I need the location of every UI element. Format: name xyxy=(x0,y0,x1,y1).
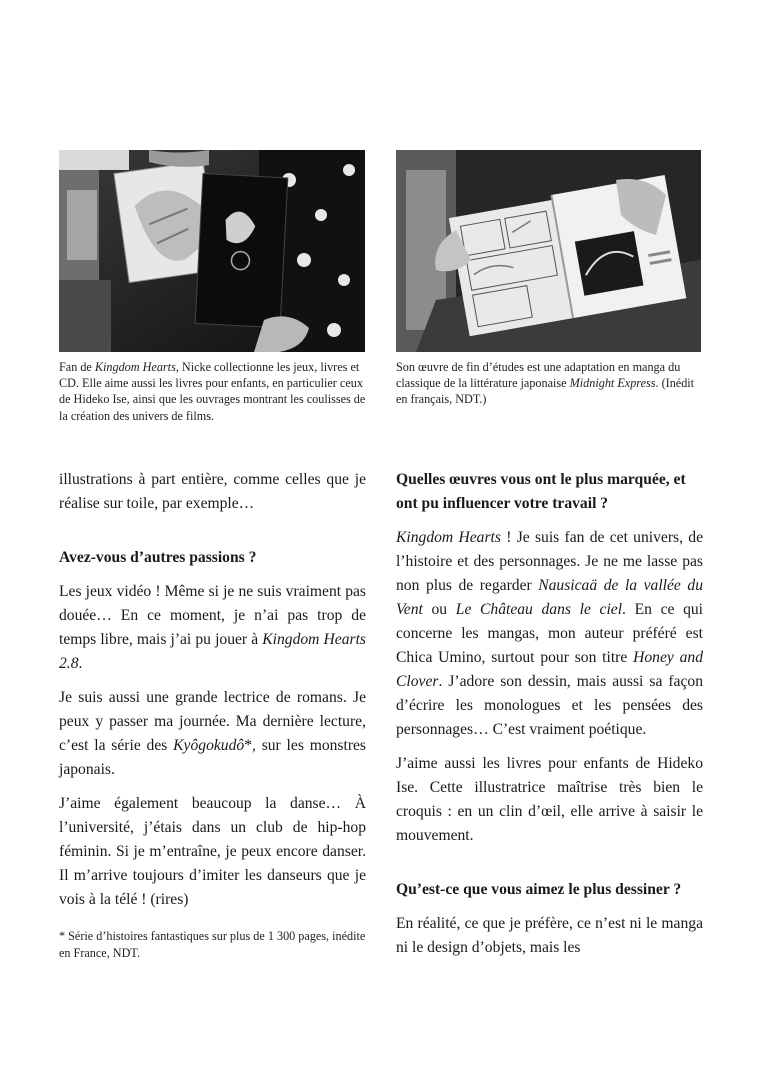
answer-paragraph: Kingdom Hearts ! Je suis fan de cet univers, de l’histoire et des personnages. Je ne me lasse pas non plus de regarder Nausicaä de la vallée du Vent ou Le Château dans le ciel. En ce qui concerne les mangas, mon auteur préféré est Chica Umino, surtout pour son titre Honey and Clover. J’adore son dessin, mais aussi sa façon d’écrire les monologues et les pensées des personnages… C’est vraiment poétique. xyxy=(396,529,704,738)
right-text-column xyxy=(396,468,703,970)
question-heading-drawing: Qu’est-ce que vous aimez le plus dessiner ? xyxy=(396,881,682,898)
photo-caption-right: Son œuvre de fin d’études est une adaptation en manga du classique de la littérature japonaise Midnight Express. (Inédit en français, NDT.) xyxy=(396,360,695,407)
manga-book-photo xyxy=(396,150,701,352)
answer-paragraph: J’aime également beaucoup la danse… À l’université, j’étais dans un club de hip-hop féminin. Si je m’entraîne, je peux encore danser. Il m’arrive toujours d’imiter les danseurs que je vois à la télé ! (rires) xyxy=(59,795,366,908)
answer-paragraph: J’aime aussi les livres pour enfants de Hideko Ise. Cette illustratrice maîtrise très bien le croquis : en un clin d’œil, elle arrive à saisir le mouvement. xyxy=(396,755,703,844)
answer-paragraph: Les jeux vidéo ! Même si je ne suis vraiment pas douée… En ce moment, je n’ai pas trop de temps libre, mais j’ai pu jouer à Kingdom Hearts 2.8. xyxy=(59,583,366,672)
collection-photo xyxy=(59,150,365,352)
collection-photo-icon xyxy=(59,150,365,352)
left-text-column xyxy=(59,468,366,961)
manga-book-photo-icon xyxy=(396,150,701,352)
photo-caption-left: Fan de Kingdom Hearts, Nicke collectionne les jeux, livres et CD. Elle aime aussi les livres pour enfants, en particulier ceux de Hideko Ise, ainsi que les ouvrages montrant les coulisses de la création des univers de films. xyxy=(59,360,366,423)
question-heading-passions: Avez-vous d’autres passions ? xyxy=(59,549,257,566)
answer-paragraph: Je suis aussi une grande lectrice de romans. Je peux y passer ma journée. Ma dernière lecture, c’est la série des Kyôgokudô*, sur les monstres japonais. xyxy=(59,689,366,778)
footnote: * Série d’histoires fantastiques sur plus de 1 300 pages, inédite en France, NDT. xyxy=(59,929,366,960)
continuation-paragraph: illustrations à part entière, comme celles que je réalise sur toile, par exemple… xyxy=(59,471,366,512)
question-heading-influences: Quelles œuvres vous ont le plus marquée, et ont pu influencer votre travail ? xyxy=(396,471,686,512)
answer-paragraph: En réalité, ce que je préfère, ce n’est ni le manga ni le design d’objets, mais les xyxy=(396,915,703,956)
